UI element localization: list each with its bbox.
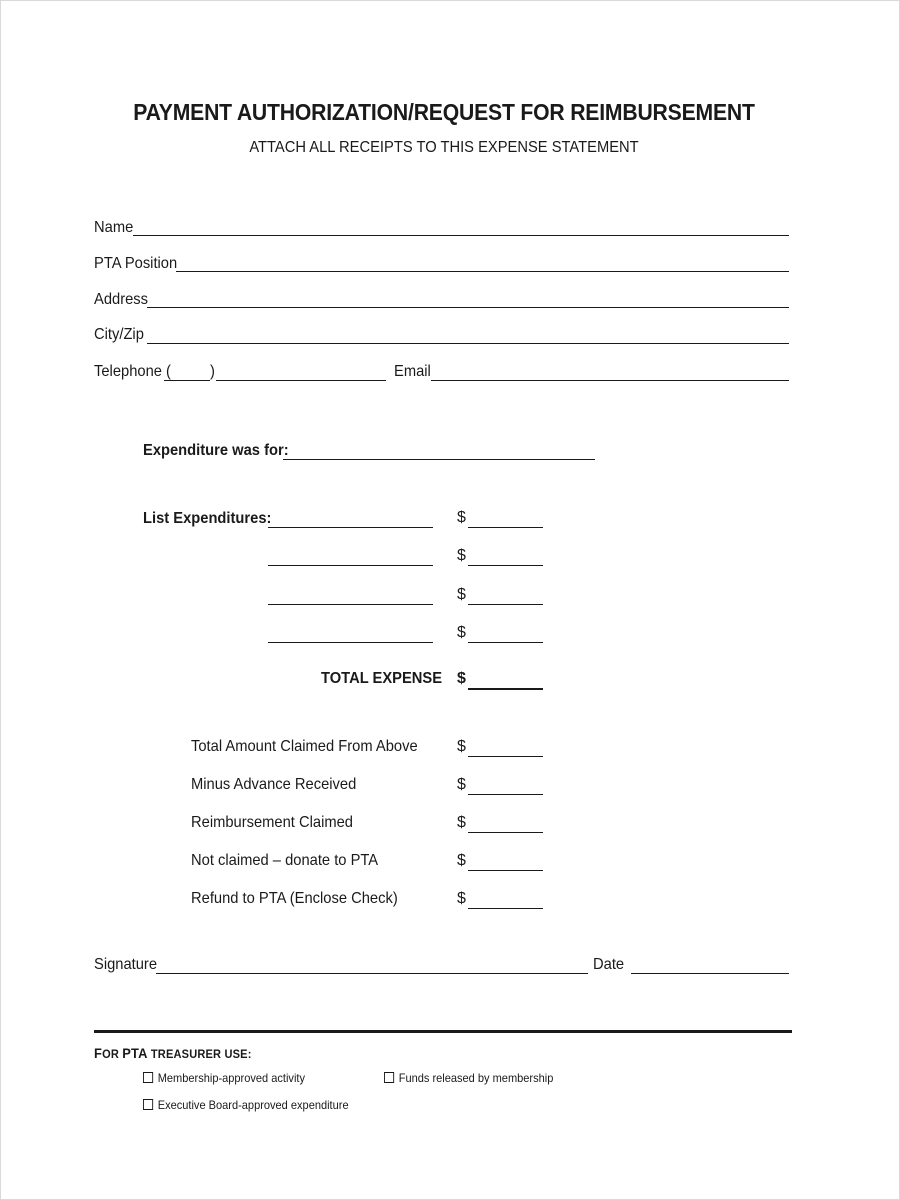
expenditure-amount-3-field[interactable]	[468, 604, 543, 605]
address-label: Address	[94, 291, 149, 308]
treasurer-heading-use: TREASURER USE:	[147, 1047, 252, 1061]
expenditure-item-1-field[interactable]	[268, 527, 433, 528]
membership-activity-option[interactable]	[143, 1071, 305, 1085]
currency-symbol: $	[457, 586, 466, 603]
board-expenditure-checkbox[interactable]	[143, 1099, 153, 1110]
currency-symbol: $	[457, 776, 466, 793]
signature-label: Signature	[94, 956, 158, 973]
membership-activity-checkbox[interactable]	[143, 1072, 153, 1083]
expenditure-purpose-label: Expenditure was for:	[143, 442, 289, 459]
board-expenditure-label: Executive Board-approved expenditure	[157, 1098, 349, 1112]
expenditure-item-2-field[interactable]	[268, 565, 433, 566]
expenditure-amount-4-field[interactable]	[468, 642, 543, 643]
currency-symbol: $	[457, 547, 466, 564]
summary-refund-label: Refund to PTA (Enclose Check)	[191, 890, 398, 907]
currency-symbol: $	[457, 509, 466, 526]
name-field[interactable]	[133, 235, 789, 236]
name-label: Name	[94, 219, 134, 236]
area-code-field[interactable]	[164, 380, 210, 381]
telephone-label: Telephone (	[94, 363, 171, 380]
total-expense-field[interactable]	[468, 688, 543, 690]
currency-symbol: $	[457, 890, 466, 907]
treasurer-heading-initial: F	[94, 1045, 103, 1061]
refund-to-pta-field[interactable]	[468, 908, 543, 909]
summary-minus-advance-label: Minus Advance Received	[191, 776, 357, 793]
funds-released-option[interactable]	[384, 1071, 553, 1085]
telephone-field[interactable]	[216, 380, 386, 381]
treasurer-heading	[94, 1045, 252, 1061]
donate-to-pta-field[interactable]	[468, 870, 543, 871]
section-divider	[94, 1030, 792, 1033]
expenditure-item-4-field[interactable]	[268, 642, 433, 643]
form-subtitle: ATTACH ALL RECEIPTS TO THIS EXPENSE STATEMENT	[249, 139, 639, 156]
reimbursement-claimed-field[interactable]	[468, 832, 543, 833]
pta-position-field[interactable]	[176, 271, 789, 272]
currency-symbol: $	[457, 738, 466, 755]
telephone-close-paren: )	[210, 363, 215, 380]
membership-activity-label: Membership-approved activity	[157, 1071, 305, 1085]
funds-released-checkbox[interactable]	[384, 1072, 394, 1083]
summary-total-claimed-label: Total Amount Claimed From Above	[191, 738, 418, 755]
board-expenditure-option[interactable]	[143, 1098, 349, 1112]
summary-donate-label: Not claimed – donate to PTA	[191, 852, 379, 869]
pta-position-label: PTA Position	[94, 255, 178, 272]
signature-field[interactable]	[156, 973, 588, 974]
currency-symbol: $	[457, 814, 466, 831]
email-field[interactable]	[431, 380, 789, 381]
list-expenditures-label: List Expenditures:	[143, 510, 272, 527]
expenditure-item-3-field[interactable]	[268, 604, 433, 605]
funds-released-label: Funds released by membership	[398, 1071, 554, 1085]
currency-symbol: $	[457, 670, 466, 687]
address-field[interactable]	[147, 307, 789, 308]
minus-advance-field[interactable]	[468, 794, 543, 795]
treasurer-heading-for: OR	[102, 1047, 123, 1061]
summary-reimbursement-label: Reimbursement Claimed	[191, 814, 353, 831]
total-claimed-field[interactable]	[468, 756, 543, 757]
currency-symbol: $	[457, 852, 466, 869]
expenditure-amount-1-field[interactable]	[468, 527, 543, 528]
email-label: Email	[394, 363, 431, 380]
city-zip-label: City/Zip	[94, 326, 144, 343]
treasurer-heading-pta: PTA	[122, 1045, 148, 1061]
date-label: Date	[593, 956, 625, 973]
expenditure-amount-2-field[interactable]	[468, 565, 543, 566]
form-title: PAYMENT AUTHORIZATION/REQUEST FOR REIMBURSEMENT	[133, 99, 755, 125]
currency-symbol: $	[457, 624, 466, 641]
city-zip-field[interactable]	[147, 343, 789, 344]
date-field[interactable]	[631, 973, 789, 974]
total-expense-label: TOTAL EXPENSE	[321, 670, 443, 687]
expenditure-purpose-field[interactable]	[283, 459, 595, 460]
